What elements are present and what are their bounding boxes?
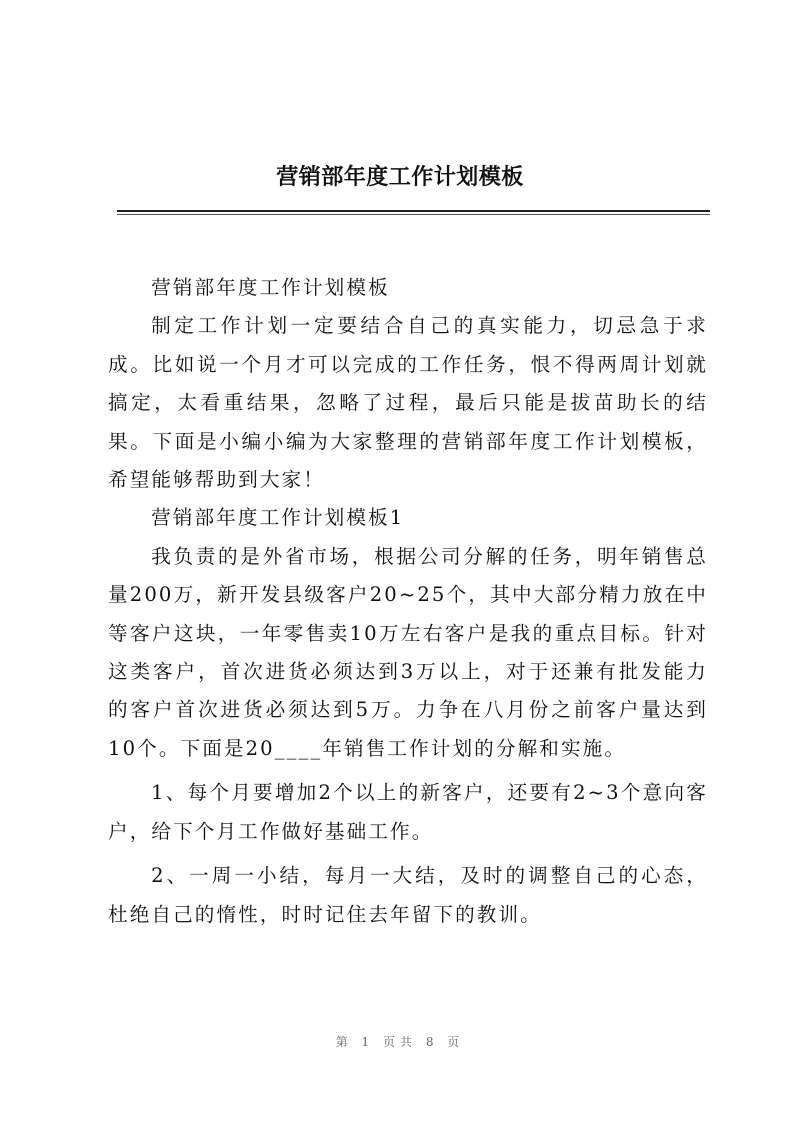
title-divider-thin [117,214,710,215]
paragraph-section-heading: 营销部年度工作计划模板1 [151,506,405,530]
document-title: 营销部年度工作计划模板 [276,165,524,190]
paragraph-subtitle: 营销部年度工作计划模板 [151,276,390,299]
page-number-footer: 第 1 页共 8 页 [335,1035,465,1049]
paragraph-market-plan: 我负责的是外省市场，根据公司分解的任务，明年销售总量200万，新开发县级客户20~25个，其中大部分精力放在中等客户这块，一年零售卖10万左右客户是我的重点目标。针对这类客户，首次进货必须达到3万以上，对于还兼有批发能力的客户首次进货必须达到5万。力争在八月份之前客户量达到10个。下面是20____年销售工作计划的分解和实施。 [108,544,708,760]
paragraph-item-1: 1、每个月要增加2个以上的新客户，还要有2~3个意向客户，给下个月工作做好基础工作。 [108,781,708,843]
title-divider [117,210,710,212]
document-body [108,269,708,934]
paragraph-item-2: 2、一周一小结，每月一大结，及时的调整自己的心态，杜绝自己的惰性，时时记住去年留下的教训。 [108,864,708,926]
paragraph-intro: 制定工作计划一定要结合自己的真实能力，切忌急于求成。比如说一个月才可以完成的工作任务，恨不得两周计划就搞定，太看重结果，忽略了过程，最后只能是拔苗助长的结果。下面是小编小编为大家整理的营销部年度工作计划模板，希望能够帮助到大家！ [108,314,708,492]
